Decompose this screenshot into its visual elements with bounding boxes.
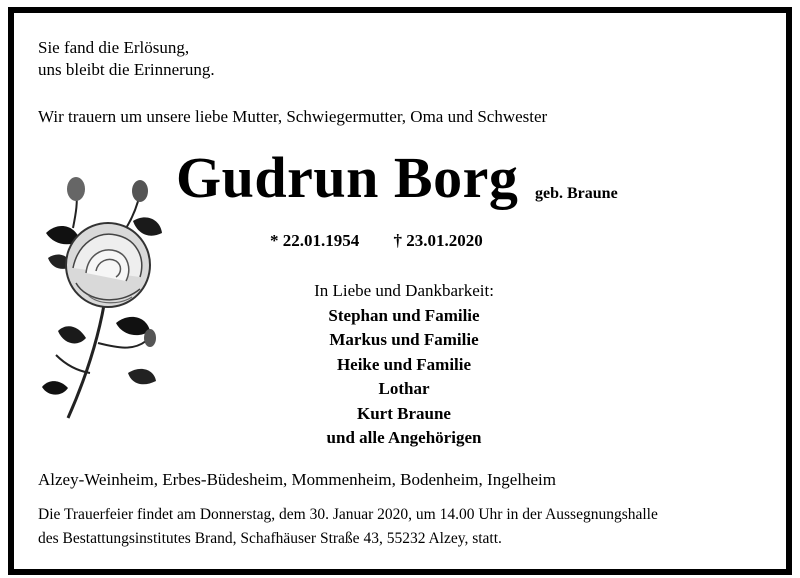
life-dates: [270, 231, 483, 251]
intro-line-2: uns bleibt die Erinnerung.: [38, 60, 215, 79]
death-date: † 23.01.2020: [393, 231, 483, 250]
family-member: Markus und Familie: [329, 330, 479, 349]
family-lead: In Liebe und Dankbarkeit:: [314, 281, 494, 300]
family-block: [194, 279, 614, 451]
service-line-2: des Bestattungsinstitutes Brand, Schafhäuser Straße 43, 55232 Alzey, statt.: [38, 530, 502, 547]
rose-icon: [28, 173, 178, 433]
service-line-1: Die Trauerfeier findet am Donnerstag, dem 30. Januar 2020, um 14.00 Uhr in der Aussegnungshalle: [38, 506, 658, 523]
family-member: Heike und Familie: [336, 354, 472, 374]
family-member: Stephan und Familie: [328, 305, 480, 325]
obituary-notice: [8, 7, 792, 575]
family-member: und alle Angehörigen: [326, 428, 482, 447]
family-member: Lothar: [378, 379, 430, 398]
intro-line-1: Sie fand die Erlösung,: [38, 38, 190, 57]
places-line: Alzey-Weinheim, Erbes-Büdesheim, Mommenheim, Bodenheim, Ingelheim: [38, 470, 556, 489]
family-member: Kurt Braune: [357, 403, 451, 423]
intro-verse: [38, 37, 215, 81]
maiden-name: geb. Braune: [535, 185, 618, 202]
service-notice: [38, 503, 658, 551]
birth-date: * 22.01.1954: [270, 231, 360, 250]
deceased-name: Gudrun Borg: [176, 145, 519, 210]
mourning-line: Wir trauern um unsere liebe Mutter, Schwiegermutter, Oma und Schwester: [38, 107, 548, 126]
